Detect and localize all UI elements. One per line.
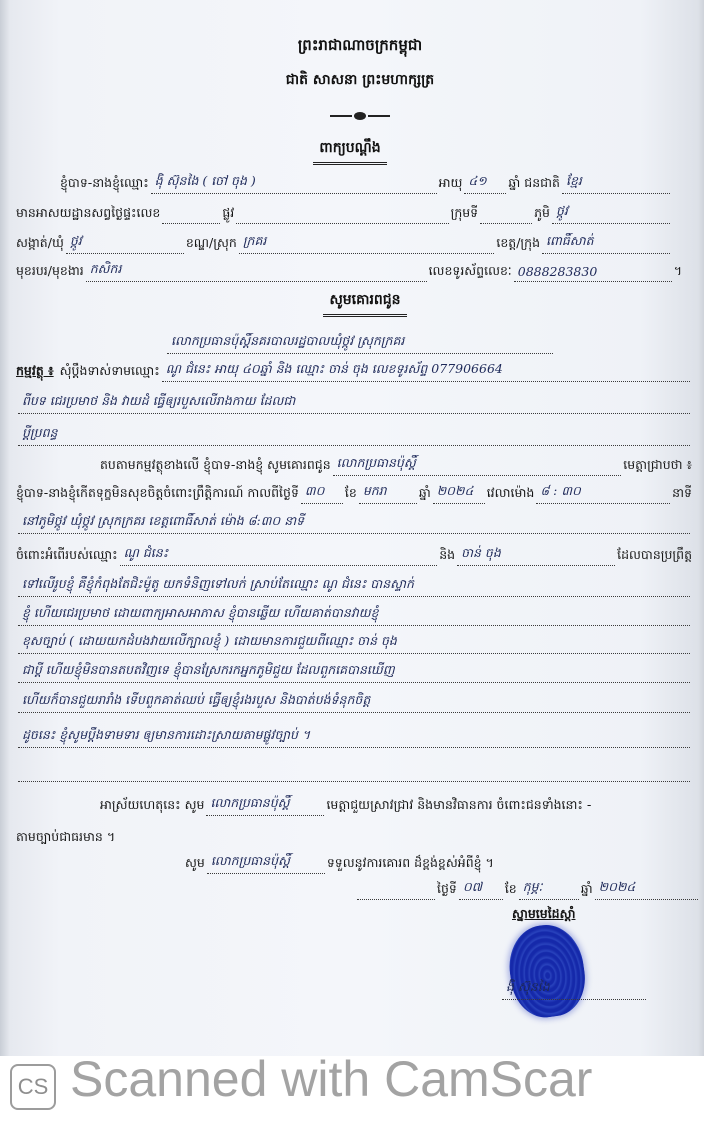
commune-label: សង្កាត់/ឃុំ bbox=[16, 235, 64, 250]
subject-row bbox=[16, 358, 692, 382]
subject-row-3 bbox=[16, 422, 692, 446]
occupation-row bbox=[16, 258, 682, 282]
subject-label: កម្មវត្ថុ ៖ bbox=[16, 363, 54, 378]
age-label: អាយុ bbox=[438, 175, 463, 190]
closing-text: មេត្តាជួយស្រាវជ្រាវ និងមានវិធានការ ចំពោះជនទាំងនោះ - bbox=[326, 797, 592, 812]
document-title: ពាក្យបណ្តឹង bbox=[313, 138, 386, 165]
event-label: ខ្ញុំបាទ-នាងខ្ញុំកើតទុក្ខមិនសុខចិត្តចំពោះព្រឹត្តិការណ៍ កាលពីថ្ងៃទី bbox=[16, 485, 299, 500]
date-month: កុម្ភៈ bbox=[519, 879, 579, 900]
village-label: ភូមិ bbox=[534, 205, 550, 220]
narrative-line bbox=[16, 659, 692, 683]
addressee-title: សូមគោរពជូន bbox=[323, 290, 406, 317]
district-value: ក្រគរ bbox=[239, 233, 495, 254]
subject-value-1: ណូ ជំនេះ អាយុ ៤០ឆ្នាំ និង ឈ្មោះ ចាន់ ចុង លេខទូរស័ព្ទ 077906664 bbox=[162, 361, 690, 382]
phone-label: លេខទូរស័ព្ទលេខៈ bbox=[428, 263, 512, 278]
commune-value: ថ្កូវ bbox=[66, 233, 184, 254]
addressee-title-wrap bbox=[260, 290, 470, 317]
narrative-line bbox=[16, 724, 692, 748]
commune-row bbox=[16, 230, 672, 254]
signature-name: ង៉ិ ស៊ុនងៃ bbox=[502, 979, 646, 1000]
addressee-row bbox=[165, 330, 555, 354]
intro-label: តបតាមកម្មវត្ថុខាងលើ ខ្ញុំបាទ-នាងខ្ញុំ សូមគោរពជូន bbox=[100, 457, 331, 472]
narrative-line bbox=[16, 573, 692, 597]
date-day: ០៧ bbox=[459, 879, 503, 900]
accused-end: ដែលបានប្រព្រឹត្ត bbox=[617, 547, 692, 562]
respect-text: ទទួលនូវការគោរព ដ៏ខ្ពង់ខ្ពស់អំពីខ្ញុំ ។ bbox=[326, 855, 494, 870]
closing-law: តាមច្បាប់ជាធរមាន ។ bbox=[16, 829, 116, 844]
event-year: ២០២៤ bbox=[433, 483, 485, 504]
narrative-text: ខុសច្បាប់ ( ដោយយកដំបងវាយលើក្បាលខ្ញុំ ) ដោយមានការជួយពីឈ្មោះ ចាន់ ចុង bbox=[18, 633, 690, 654]
subject-text: សុំប្តឹងទាស់ទាមឈ្មោះ bbox=[59, 363, 160, 378]
occupation-label: មុខរបរ/មុខងារ bbox=[16, 263, 84, 278]
accused-name-1: ណូ ជំនេះ bbox=[120, 545, 438, 566]
event-time-label: វេលាម៉ោង bbox=[486, 485, 535, 500]
event-day: ៣០ bbox=[301, 483, 343, 504]
national-motto: ជាតិ សាសនា ព្រះមហាក្សត្រ bbox=[285, 72, 435, 88]
right-thumbprint bbox=[504, 920, 590, 1021]
event-place-row bbox=[16, 510, 692, 534]
occupation-value: កសិករ bbox=[86, 261, 427, 282]
date-month-label: ខែ bbox=[504, 881, 517, 896]
narrative-line bbox=[16, 602, 692, 626]
accused-row bbox=[16, 542, 692, 566]
date-leader-dots bbox=[357, 882, 435, 900]
event-month: មករា bbox=[359, 483, 417, 504]
intro-row bbox=[100, 452, 692, 476]
address-label: មានអាសយដ្ឋានសព្វថ្ងៃផ្ទះលេខ bbox=[16, 205, 161, 220]
village-value: ថ្កូវ bbox=[552, 203, 670, 224]
narrative-line bbox=[16, 630, 692, 654]
signature-row bbox=[500, 976, 648, 1000]
district-label: ខណ្ឌ/ស្រុក bbox=[185, 235, 237, 250]
narrative-line bbox=[16, 689, 692, 713]
intro-end: មេត្តាជ្រាបថា ៖ bbox=[623, 457, 692, 472]
province-value: ពោធិ៍សាត់ bbox=[542, 233, 670, 254]
age-value: ៤១ bbox=[464, 173, 506, 194]
date-year-label: ឆ្នាំ bbox=[580, 881, 593, 896]
name-label: ខ្ញុំបាទ-នាងខ្ញុំឈ្មោះ bbox=[60, 175, 149, 190]
phone-value: 0888283830 bbox=[514, 264, 672, 282]
subject-value-3: ប្តីប្រពន្ធ bbox=[18, 425, 690, 446]
closing-row bbox=[100, 792, 694, 816]
phone-end: ។ bbox=[673, 263, 682, 278]
province-label: ខេត្ត/ក្រុង bbox=[496, 235, 540, 250]
narrative-text: ទៅលើរូបខ្ញុំ គឺខ្ញុំកំពុងតែជិះម៉ូតូ យកទំនិញទៅលក់ ស្រាប់តែឈ្មោះ ណូ ជំនេះ បានស្ទាក់ bbox=[18, 576, 690, 597]
address-row bbox=[16, 200, 672, 224]
event-year-label: ឆ្នាំ bbox=[418, 485, 431, 500]
respect-row bbox=[185, 850, 690, 874]
nationality-value: ខ្មែរ bbox=[562, 173, 670, 194]
scanner-footer bbox=[0, 1056, 704, 1123]
narrative-text: ជាប្ដី ហើយខ្ញុំមិនបានតបតវិញទេ ខ្ញុំបានស្រែករកអ្នកភូមិជួយ ដែលពួកគេបានឃើញ bbox=[18, 662, 690, 683]
date-year: ២០២៤ bbox=[595, 879, 698, 900]
accused-label: ចំពោះអំពើរបស់ឈ្មោះ bbox=[16, 547, 118, 562]
street-value bbox=[236, 206, 448, 224]
narrative-text: ដូចនេះ ខ្ញុំសូមប្ដឹងទាមទារ ឲ្យមានការដោះស្រាយតាមផ្លូវច្បាប់ ។ bbox=[18, 727, 690, 748]
narrative-text bbox=[18, 764, 690, 782]
document-title-wrap bbox=[230, 138, 470, 165]
event-minute-label: នាទី bbox=[672, 485, 692, 500]
camscanner-logo: CS bbox=[10, 1064, 56, 1110]
name-value: ង៉ិ ស៊ុនងៃ ( ចៅ ចុង ) bbox=[151, 173, 437, 194]
addressee-value: លោកប្រធានប៉ុស្តិ៍នគរបាលរដ្ឋបាលឃុំថ្កូវ ស្រុកក្រគរ bbox=[167, 333, 553, 354]
subject-row-2 bbox=[16, 390, 692, 414]
intro-value: លោកប្រធានប៉ុស្តិ៍ bbox=[333, 455, 622, 476]
event-row bbox=[16, 480, 692, 504]
nationality-label: ឆ្នាំ ជនជាតិ bbox=[508, 175, 560, 190]
accused-and: និង bbox=[439, 547, 456, 562]
group-value bbox=[480, 206, 532, 224]
kingdom-heading: ព្រះរាជាណាចក្រកម្ពុជា bbox=[297, 36, 423, 54]
date-day-label: ថ្ងៃទី bbox=[437, 881, 457, 896]
narrative-text: ខ្ញុំ ហើយជេរប្រមាថ ដោយពាក្យអាសអាភាស ខ្ញុំបានឆ្លើយ ហើយគាត់បានវាយខ្ញុំ bbox=[18, 605, 690, 626]
thumbprint-label: ស្នាមមេដៃស្តាំ bbox=[512, 906, 576, 921]
street-label: ផ្លូវ bbox=[222, 205, 235, 220]
closing-value: លោកប្រធានប៉ុស្តិ៍ bbox=[206, 795, 324, 816]
house-number-value bbox=[162, 206, 220, 224]
subject-value-2: ពីបទ ជេរប្រមាថ និង វាយដំ ធ្វើឲ្យរបួសលើរាងកាយ ដែលជា bbox=[18, 393, 690, 414]
narrative-text: ហើយក៏បានជួយរារាំង ទើបពួកគាត់ឈប់ ធ្វើឲ្យខ្ញុំរងរបួស និងបាត់បង់ទំនុកចិត្ត bbox=[18, 692, 690, 713]
respect-label: សូម bbox=[185, 855, 205, 870]
closing-label: អាស្រ័យហេតុនេះ សូម bbox=[100, 797, 205, 812]
applicant-name-row bbox=[60, 170, 672, 194]
group-label: ក្រុមទី bbox=[450, 205, 479, 220]
event-time: ៨ : ៣០ bbox=[536, 483, 670, 504]
narrative-line bbox=[16, 758, 692, 782]
ornament-divider bbox=[330, 112, 390, 120]
closing-law-row bbox=[16, 824, 316, 848]
respect-value: លោកប្រធានប៉ុស្តិ៍ bbox=[207, 853, 325, 874]
event-place: នៅភូមិថ្កូវ ឃុំថ្កូវ ស្រុកក្រគរ ខេត្តពោធិ៍សាត់ ម៉ោង ៨:៣០ នាទី bbox=[18, 513, 690, 534]
event-month-label: ខែ bbox=[344, 485, 357, 500]
accused-name-2: ចាន់ ចុង bbox=[457, 545, 615, 566]
date-row bbox=[355, 876, 700, 900]
scanner-watermark: Scanned with CamScar bbox=[70, 1056, 593, 1107]
